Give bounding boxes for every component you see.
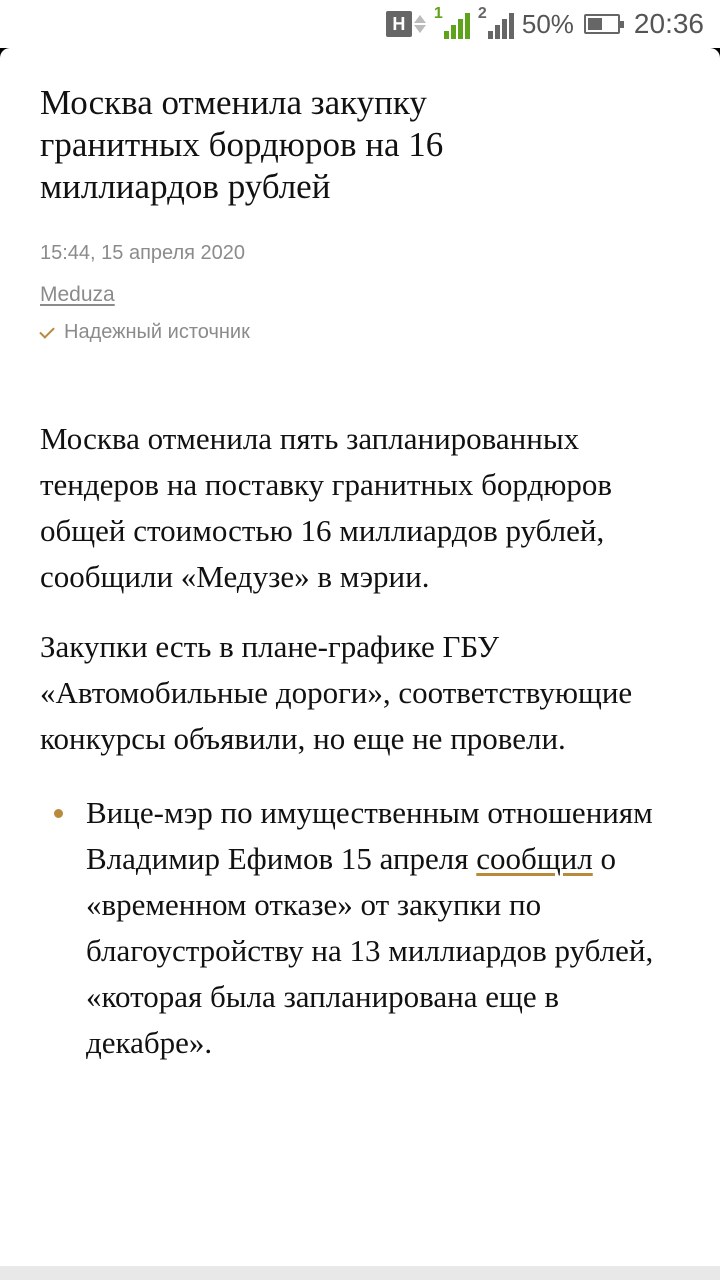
article-paragraph: Москва отменила пять запланированных тендеров на поставку гранитных бордюров общей стоимостью 16 миллиардов рублей, сообщили «Медузе» в мэрии. xyxy=(40,421,613,594)
trusted-source-label: Надежный источник xyxy=(64,321,250,343)
sim2-label: 2 xyxy=(477,5,487,22)
sim1-signal-icon xyxy=(434,7,470,41)
article-page xyxy=(0,48,720,1270)
bullet-text-end: о «временном отказе» от закупки по благоустройству на 13 миллиардов рублей, «которая была запланирована еще в декабре». xyxy=(86,841,654,1060)
data-activity-icon xyxy=(414,15,426,33)
status-bar xyxy=(0,0,720,48)
check-icon xyxy=(39,323,55,339)
article-title: Москва отменила закупку гранитных бордюров на 16 миллиардов рублей xyxy=(40,83,444,206)
bullet-dot-icon xyxy=(54,809,63,818)
bottom-bar xyxy=(0,1266,720,1280)
network-type-badge: H xyxy=(386,11,412,37)
inline-link[interactable]: сообщил xyxy=(476,841,593,876)
network-indicator xyxy=(386,11,426,37)
list-item xyxy=(40,790,680,1066)
source-link[interactable]: Meduza xyxy=(40,283,115,306)
battery-status xyxy=(522,9,620,40)
article-datetime: 15:44, 15 апреля 2020 xyxy=(40,242,246,264)
bullet-text-start: Вице-мэр по имущественным отношениям Владимир Ефимов 15 апреля xyxy=(86,795,653,876)
battery-icon xyxy=(584,14,620,34)
bullet-list xyxy=(40,790,680,1066)
trusted-source-badge xyxy=(40,321,680,344)
sim2-signal-icon xyxy=(478,7,514,41)
battery-percent: 50% xyxy=(521,8,574,39)
sim1-label: 1 xyxy=(433,5,443,22)
article-paragraph: Закупки есть в плане-графике ГБУ «Автомобильные дороги», соответствующие конкурсы объявили, но еще не провели. xyxy=(40,629,633,756)
article-content xyxy=(0,48,720,1066)
clock: 20:36 xyxy=(633,8,704,39)
